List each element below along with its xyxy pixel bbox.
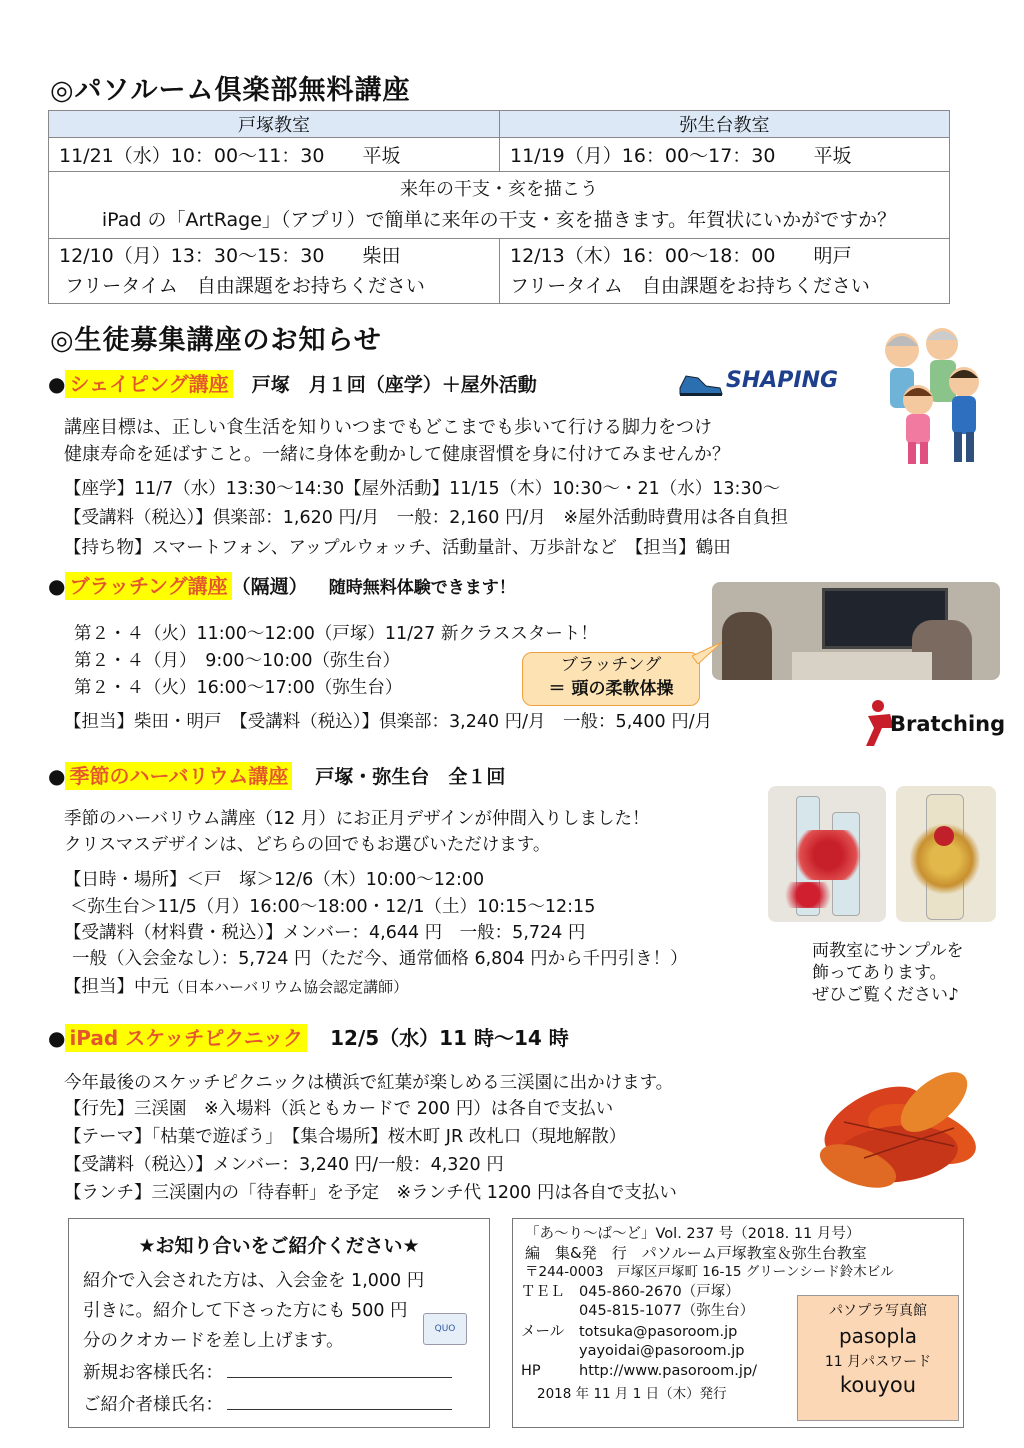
referral-line-2: 引きに。紹介して下さった方にも 500 円 — [83, 1301, 408, 1321]
shaping-logo-text: SHAPING — [726, 368, 839, 393]
bratching-line-2: 第２・４（月） 9:00〜10:00（弥生台） — [74, 651, 400, 671]
cell-yayoidai-2-note: フリータイム 自由課題をお持ちください — [510, 275, 870, 297]
info-hp-label: HP — [521, 1363, 541, 1379]
cell-totsuka-1: 11/21（水）10：00〜11：30 平坂 — [49, 138, 500, 172]
shaping-heading: ● シェイピング講座 戸塚 月１回（座学）＋屋外活動 — [48, 372, 537, 396]
bratching-sub1: （隔週） — [231, 576, 308, 598]
shaping-desc-2: 健康寿命を延ばすこと。一緒に身体を動かして健康習慣を身に付けてみませんか？ — [64, 444, 730, 465]
bratching-logo-text: Bratching — [890, 712, 1006, 736]
quo-card-icon: QUO — [423, 1313, 467, 1345]
free-section-title: ◎パソルーム倶楽部無料講座 — [50, 75, 411, 106]
shaping-label: シェイピング講座 — [65, 370, 232, 398]
new-customer-line[interactable] — [227, 1359, 452, 1378]
info-mail-2[interactable]: yayoidai@pasoroom.jp — [579, 1343, 745, 1359]
herbarium-line-3: 【受講料（材料費・税込）】メンバー：4,644 円 一般：5,724 円 — [64, 923, 586, 943]
pasopla-password-label: 11 月パスワード — [824, 1354, 932, 1370]
ipad-heading: ● iPad スケッチピクニック 12/5（水）11 時〜14 時 — [48, 1026, 569, 1050]
shaping-logo — [676, 366, 848, 400]
info-date: 2018 年 11 月 1 日（木）発行 — [537, 1386, 727, 1402]
pasopla-password: kouyou — [839, 1372, 917, 1397]
note-line-1: 両教室にサンプルを — [812, 941, 964, 961]
ipad-line-2: 【行先】三渓園 ※入場料（浜ともカードで 200 円）は各自で支払い — [64, 1099, 614, 1119]
herbarium-note — [812, 940, 963, 1006]
shaping-line-3: 【持ち物】スマートフォン、アップルウォッチ、活動量計、万歩計など 【担当】鶴田 — [64, 538, 731, 558]
info-tel-label: ＴＥＬ — [521, 1284, 565, 1300]
info-mail-label: メール — [521, 1324, 565, 1340]
bubble-tail — [692, 640, 722, 664]
bubble-line-1: ブラッチング — [560, 655, 662, 675]
shaping-line-2: 【受講料（税込）】倶楽部：1,620 円/月 一般：2,160 円/月 ※屋外活動時費用は各自負担 — [64, 508, 789, 528]
theme-description: iPad の「ArtRage」（アプリ）で簡単に来年の干支・亥を描きます。年賀状にいかがですか？ — [101, 209, 897, 231]
ipad-line-1: 今年最後のスケッチピクニックは横浜で紅葉が楽しめる三渓園に出かけます。 — [64, 1073, 674, 1093]
note-line-3: ぜひご覧ください♪ — [812, 985, 959, 1005]
info-mail-1[interactable]: totsuka@pasoroom.jp — [579, 1324, 738, 1340]
cell-yayoidai-1: 11/19（月）16：00〜17：30 平坂 — [500, 138, 950, 172]
herbarium-photo-2 — [896, 786, 996, 922]
walking-people-illustration — [862, 320, 1012, 470]
bratching-logo — [860, 698, 1010, 750]
info-tel-2: 045-815-1077（弥生台） — [579, 1303, 755, 1319]
referrer-label: ご紹介者様氏名： — [83, 1395, 223, 1415]
pasopla-box — [797, 1295, 959, 1421]
herbarium-label: 季節のハーバリウム講座 — [65, 762, 292, 790]
referrer-line[interactable] — [227, 1391, 452, 1410]
herbarium-line-1: 【日時・場所】＜戸 塚＞12/6（木）10:00〜12:00 — [64, 870, 485, 890]
bratching-bubble — [522, 652, 700, 706]
publisher-info-box — [512, 1218, 964, 1428]
header-totsuka: 戸塚教室 — [49, 111, 500, 138]
info-tel-1: 045-860-2670（戸塚） — [579, 1284, 740, 1300]
bratching-label: ブラッチング講座 — [65, 572, 231, 600]
ipad-line-3: 【テーマ】「枯葉で遊ぼう」 【集合場所】桜木町 JR 改札口（現地解散） — [64, 1127, 627, 1147]
info-hp[interactable]: http://www.pasoroom.jp/ — [579, 1363, 758, 1379]
bratching-fee: 【担当】柴田・明戸 【受講料（税込）】倶楽部：3,240 円/月 一般：5,400 円/月 — [64, 712, 713, 732]
herbarium-desc-2: クリスマスデザインは、どちらの回でもお選びいただけます。 — [64, 835, 551, 855]
pasopla-name: pasopla — [838, 1323, 918, 1348]
bratching-line-3: 第２・４（火）16:00〜17:00（弥生台） — [74, 678, 403, 698]
referral-title: ★お知り合いをご紹介ください★ — [138, 1235, 420, 1257]
ipad-subtitle: 12/5（水）11 時〜14 時 — [330, 1026, 569, 1050]
herbarium-line-2: ＜弥生台＞11/5（月）16:00〜18:00・12/1（土）10:15〜12:15 — [70, 897, 596, 917]
theme-title: 来年の干支・亥を描こう — [400, 179, 598, 200]
herbarium-line-5 — [64, 973, 408, 1001]
herbarium-teacher-note: （日本ハーバリウム協会認定講師） — [169, 978, 409, 996]
referrer-field[interactable] — [83, 1391, 452, 1416]
herbarium-desc-1: 季節のハーバリウム講座（12 月）にお正月デザインが仲間入りしました！ — [64, 809, 650, 829]
referral-line-3: 分のクオカードを差し上げます。 — [83, 1331, 344, 1351]
cell-yayoidai-2: 12/13（木）16：00〜18：00 明戸 — [510, 245, 852, 267]
ipad-label: iPad スケッチピクニック — [65, 1024, 307, 1052]
herbarium-subtitle: 戸塚・弥生台 全１回 — [315, 766, 506, 788]
new-customer-field[interactable] — [83, 1359, 452, 1384]
cell-totsuka-2: 12/10（月）13：30〜15：30 柴田 — [59, 245, 401, 267]
shaping-desc-1: 講座目標は、正しい食生活を知りいつまでもどこまでも歩いて行ける脚力をつけ — [64, 417, 712, 438]
free-schedule-table — [48, 110, 950, 304]
herbarium-heading: ● 季節のハーバリウム講座 戸塚・弥生台 全１回 — [48, 764, 506, 788]
herbarium-teacher: 【担当】中元 — [64, 977, 169, 997]
pasopla-title: パソプラ写真館 — [829, 1303, 927, 1319]
herbarium-line-4: 一般（入会金なし）：5,724 円（ただ今、通常価格 6,804 円から千円引き！） — [72, 949, 688, 969]
ipad-line-5: 【ランチ】三渓園内の「待春軒」を予定 ※ランチ代 1200 円は各自で支払い — [64, 1183, 677, 1203]
bubble-line-2: ＝ 頭の柔軟体操 — [548, 679, 674, 699]
info-publisher: 編 集&発 行 パソルーム戸塚教室＆弥生台教室 — [525, 1244, 867, 1262]
recruit-section-title: ◎生徒募集講座のお知らせ — [50, 325, 382, 356]
header-yayoidai: 弥生台教室 — [500, 111, 950, 138]
bratching-sub2: 随時無料体験できます！ — [328, 578, 516, 598]
note-line-2: 飾ってあります。 — [812, 963, 947, 983]
info-address: 〒244-0003 戸塚区戸塚町 16-15 グリーンシード鈴木ビル — [525, 1264, 894, 1280]
referral-line-1: 紹介で入会された方は、入会金を 1,000 円 — [83, 1271, 425, 1291]
bratching-heading: ● ブラッチング講座 （隔週） 随時無料体験できます！ — [48, 574, 516, 598]
bratching-class-photo — [712, 582, 1000, 680]
bratching-line-1: 第２・４（火）11:00〜12:00（戸塚）11/27 新クラススタート！ — [74, 624, 598, 644]
shaping-subtitle: 戸塚 月１回（座学）＋屋外活動 — [251, 374, 537, 396]
cell-totsuka-2-note: フリータイム 自由課題をお持ちください — [65, 275, 425, 297]
autumn-leaves-illustration — [804, 1058, 994, 1198]
shaping-line-1: 【座学】11/7（水）13:30〜14:30【屋外活動】11/15（木）10:30〜・21（水）13:30〜 — [64, 479, 781, 499]
herbarium-photo-1 — [768, 786, 886, 922]
referral-box — [68, 1218, 490, 1428]
ipad-line-4: 【受講料（税込）】メンバー：3,240 円/一般：4,320 円 — [64, 1155, 504, 1175]
new-customer-label: 新規お客様氏名： — [83, 1363, 223, 1383]
info-issue: 「あ〜り〜ば〜ど」Vol. 237 号（2018. 11 月号） — [525, 1226, 861, 1242]
